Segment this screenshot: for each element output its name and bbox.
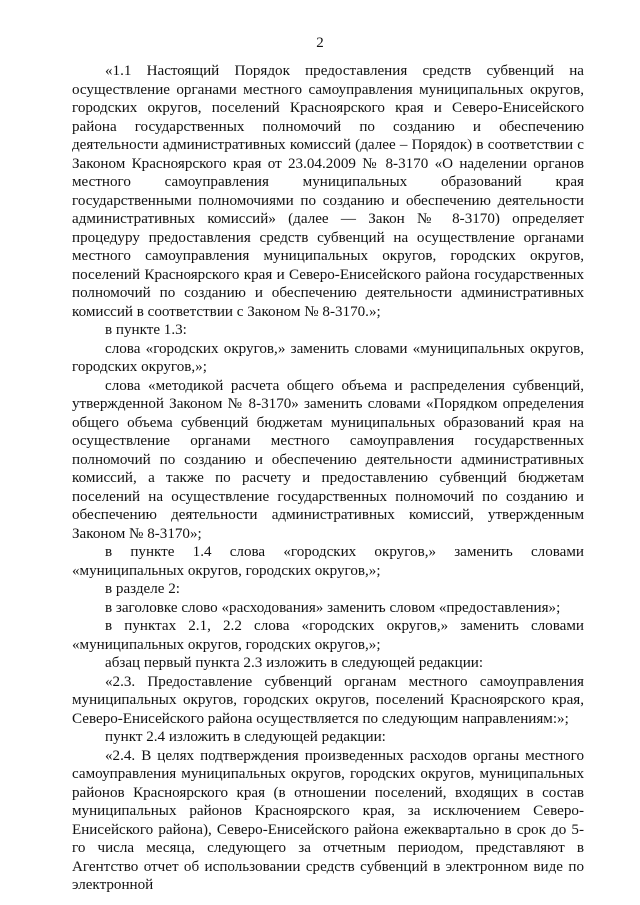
paragraph-2-3-text: «2.3. Предоставление субвенций органам местного самоуправления муниципальных округов, городских округов, поселений Красноярского края, Северо-Енисейского района осуществляется по следующим направлениям:»; bbox=[72, 673, 584, 727]
paragraph-2-3-intro: абзац первый пункта 2.3 изложить в следующей редакции: bbox=[105, 655, 484, 671]
paragraph-1-3-replace-1: слова «городских округов,» заменить словами «муниципальных округов, городских округов,»; bbox=[72, 340, 584, 375]
paragraph-2-4-intro: пункт 2.4 изложить в следующей редакции: bbox=[105, 729, 386, 745]
paragraph-2-1-2-2: в пунктах 2.1, 2.2 слова «городских округов,» заменить словами «муниципальных округов, городских округов,»; bbox=[72, 618, 584, 653]
paragraph-1-1: «1.1 Настоящий Порядок предоставления средств субвенций на осуществление органами местного самоуправления муниципальных округов, городских округов, поселений Красноярского края и Северо-Енисейского района государственных полномочий по созданию и обеспечению деятельности административных комиссий (далее – Порядок) в соответствии с Законом Красноярского края от 23.04.2009 № 8-3170 «О наделении органов местного самоуправления муниципальных образований края государственными полномочиями по созданию и обеспечению деятельности административных комиссий» (далее — Закон № 8-3170) определяет процедуру предоставления средств субвенций на осуществление органами местного самоуправления муниципальных округов, городских округов, поселений Красноярского края и Северо-Енисейского района государственных полномочий по созданию и обеспечению деятельности административных комиссий в соответствии с Законом № 8-3170.»; bbox=[72, 63, 584, 320]
paragraph-section-2: в разделе 2: bbox=[105, 581, 180, 597]
paragraph-section-2-title: в заголовке слово «расходования» заменить словом «предоставления»; bbox=[105, 599, 561, 616]
paragraph-1-3-replace-2: слова «методикой расчета общего объема и распределения субвенций, утвержденной Законом № 8-3170» заменить словами «Порядком определения общего объема субвенций бюджетам муниципальных образований края на осуществление органами местного самоуправления государственных полномочий по созданию и обеспечению деятельности административных комиссий, а также по расчету и предоставлению субвенций бюджетам поселений на осуществление государственных полномочий по созданию и обеспечению деятельности административных комиссий, утвержденным Законом № 8-3170»; bbox=[72, 377, 584, 542]
paragraph-item-1-3: в пункте 1.3: bbox=[105, 322, 187, 338]
page-number: 2 bbox=[316, 35, 324, 51]
paragraph-2-4-text: «2.4. В целях подтверждения произведенных расходов органы местного самоуправления муниципальных округов, городских округов, муниципальных районов Красноярского края (в отношении поселений, входящих в состав муниципальных районов Красноярского края, за исключением Северо-Енисейского района), Северо-Енисейского района ежеквартально в срок до 5-го числа месяца, следующего за отчетным периодом, представляют в Агентство отчет об использовании средств субвенций в электронном виде по электронной bbox=[72, 747, 584, 893]
document-body bbox=[72, 62, 584, 895]
paragraph-1-4: в пункте 1.4 слова «городских округов,» заменить словами «муниципальных округов, городских округов,»; bbox=[72, 544, 584, 579]
